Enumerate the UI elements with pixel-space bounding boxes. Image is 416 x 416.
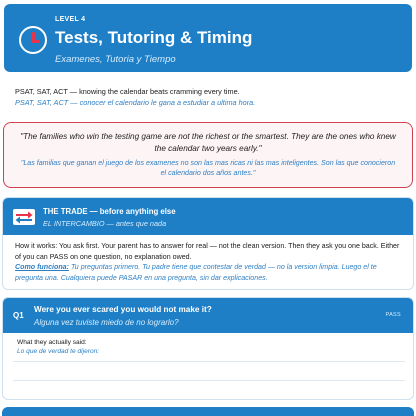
trade-rules-spanish-label: Como funciona: bbox=[15, 263, 69, 272]
trade-subtitle: EL INTERCAMBIO — antes que nada bbox=[43, 219, 167, 228]
intro-text: PSAT, SAT, ACT — knowing the calendar beats cramming every time. bbox=[15, 87, 240, 96]
question-header bbox=[3, 298, 413, 333]
swap-arrows-icon bbox=[13, 209, 35, 225]
question-text: Were you ever scared you would not make it? bbox=[34, 305, 212, 314]
trade-title: THE TRADE — before anything else bbox=[43, 207, 176, 216]
question-text-spanish: Alguna vez tuviste miedo de no lograrlo? bbox=[34, 318, 179, 327]
trade-rules-spanish bbox=[15, 262, 401, 283]
trade-body bbox=[3, 235, 413, 284]
intro-text-spanish: PSAT, SAT, ACT — conocer el calendario le gana a estudiar a ultima hora. bbox=[15, 98, 256, 107]
level-label: LEVEL 4 bbox=[55, 16, 86, 23]
next-section-header bbox=[2, 407, 414, 416]
question-number: Q1 bbox=[13, 311, 24, 320]
trade-card bbox=[2, 197, 414, 290]
answer-label-spanish: Lo que de verdad te dijeron: bbox=[17, 348, 100, 355]
trade-rules-spanish-text: Tu preguntas primero. Tu padre tiene que contestar de verdad — no la version limpia. Luego el te pregunta una. Cualquiera puede PASAR en una pregunta, sin dar explicaciones. bbox=[15, 263, 377, 282]
question-card bbox=[2, 297, 414, 400]
answer-line[interactable] bbox=[13, 380, 405, 381]
answer-label: What they actually said: bbox=[17, 339, 87, 346]
trade-header bbox=[3, 198, 413, 235]
clock-icon bbox=[19, 26, 47, 54]
answer-line[interactable] bbox=[13, 361, 405, 362]
page-title: Tests, Tutoring & Timing bbox=[55, 28, 253, 47]
quote-text-spanish: "Las familias que ganan el juego de los examenes no son las mas ricas ni las mas inteligentes. Son las que conocieron el calendario dos años antes." bbox=[20, 158, 396, 178]
page-subtitle: Examenes, Tutoria y Tiempo bbox=[55, 54, 176, 65]
trade-rules: How it works: You ask first. Your parent has to answer for real — not the clean version. Then they ask you one back. Either of you can PASS on one question, no explanation owed. bbox=[15, 242, 400, 261]
quote-text: "The families who win the testing game are not the richest or the smartest. They are the ones who knew the calendar two years early." bbox=[20, 132, 396, 153]
level-header bbox=[4, 4, 412, 72]
quote-box bbox=[3, 122, 413, 188]
pass-button[interactable]: PASS bbox=[385, 312, 401, 318]
